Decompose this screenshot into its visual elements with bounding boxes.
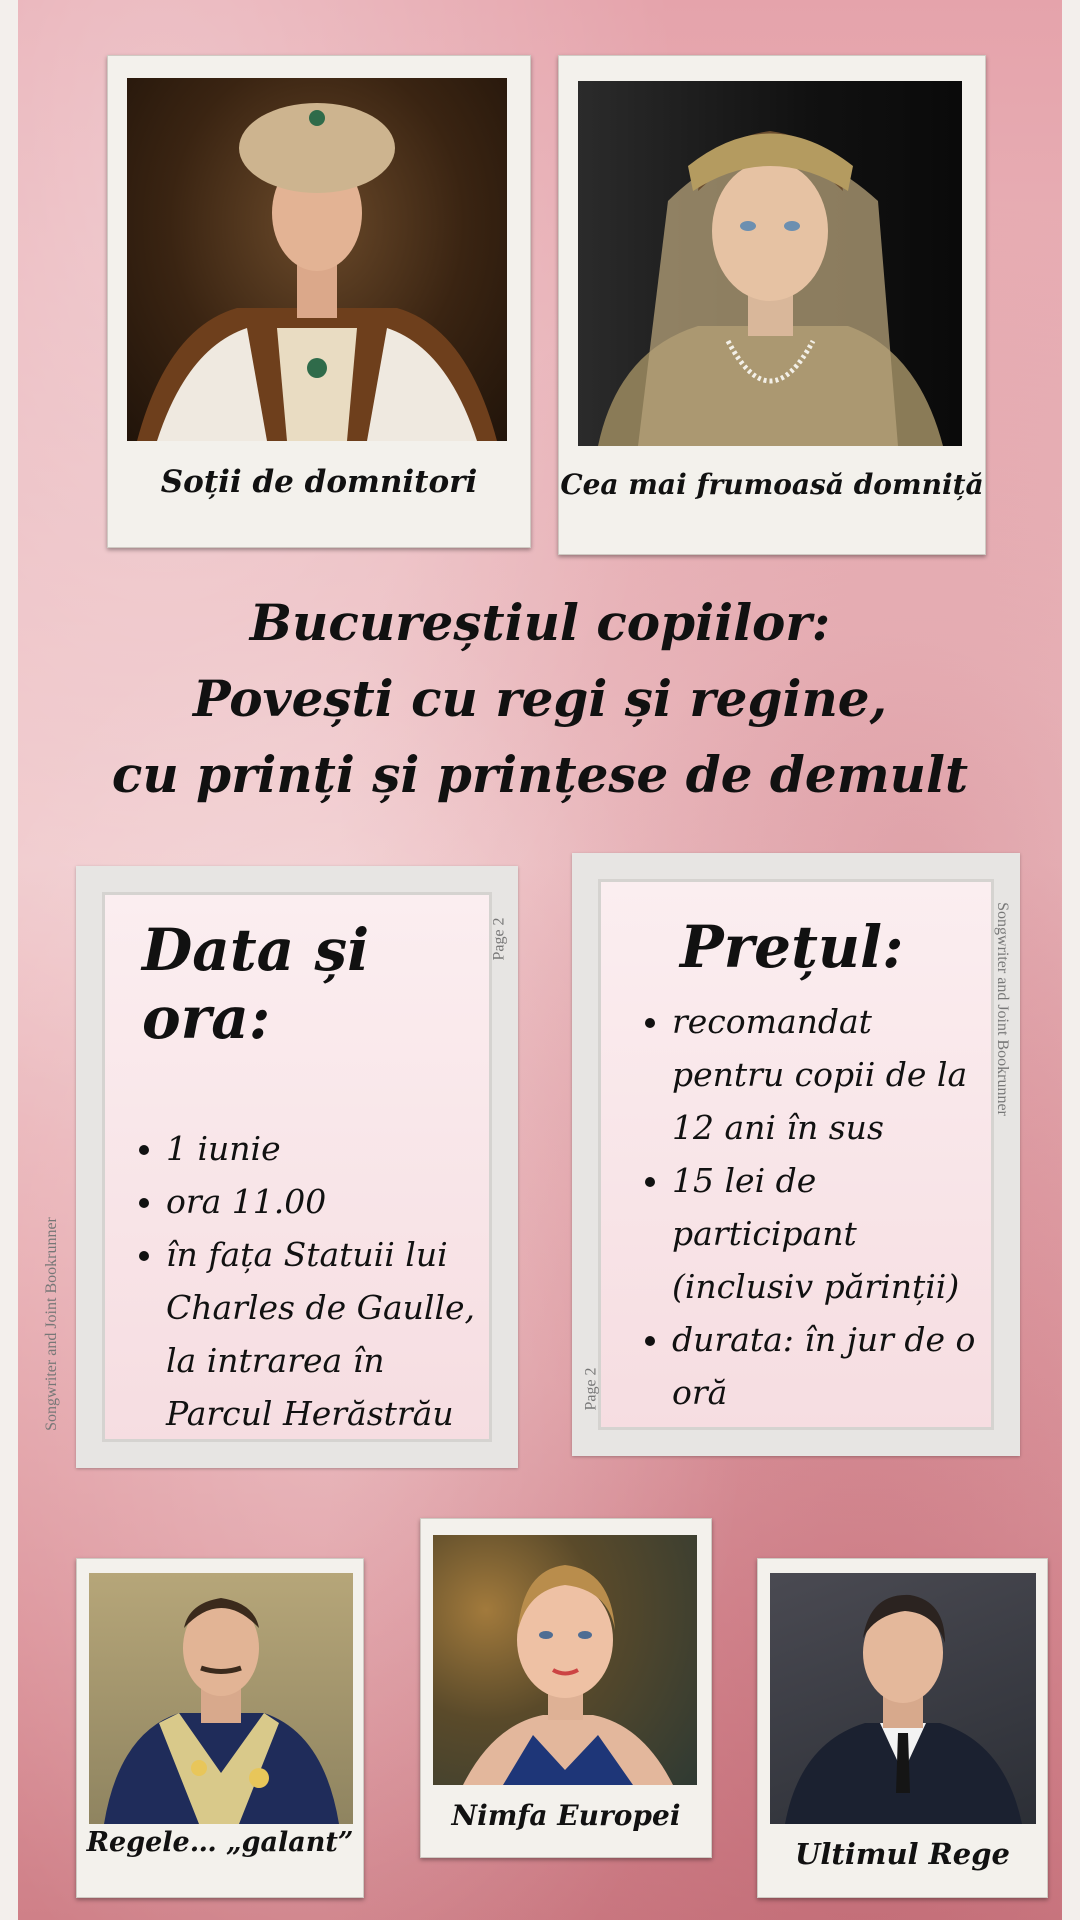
date-item-place: • în fața Statuii lui Charles de Gaulle, la intrarea în Parcul Herăstrău [166,1228,496,1440]
title-line-2: Povești cu regi și regine, [192,669,888,728]
date-item-time: • ora 11.00 [166,1175,496,1228]
polaroid-top-left [107,55,531,548]
date-item-day: • 1 iunie [166,1122,496,1175]
portrait-turban-lady [127,78,507,441]
price-item-cost: • 15 lei de participant (inclusiv părinții) [672,1154,992,1313]
price-list [644,995,992,1419]
caption-bottom-middle: Nimfa Europei [451,1799,681,1832]
caption-bottom-left: Regele… „galant” [86,1827,354,1858]
date-heading: Data și ora: [142,916,370,1052]
page-edge-left [0,0,18,1920]
portrait-nymph-of-europe [433,1535,697,1785]
main-title [0,585,1080,813]
price-box-side-text: Songwriter and Joint Bookrunner [993,902,1011,1116]
price-box [572,853,1020,1456]
title-line-3: cu prinți și prințese de demult [111,745,969,804]
portrait-king-uniform [89,1573,353,1824]
price-box-page-label: Page 2 [582,1367,600,1411]
date-box [76,866,518,1468]
polaroid-top-right [558,55,986,555]
polaroid-bottom-left [76,1558,364,1898]
portrait-young-princess [578,81,962,446]
date-box-side-text: Songwriter and Joint Bookrunner [42,1217,60,1431]
date-list [138,1122,496,1440]
portrait-last-king [770,1573,1036,1824]
price-item-duration: • durata: în jur de o oră [672,1313,992,1419]
caption-top-left: Soții de domnitori [160,464,478,500]
polaroid-bottom-middle [420,1518,712,1858]
page-edge-right [1062,0,1080,1920]
date-box-page-label: Page 2 [490,917,508,961]
caption-bottom-right: Ultimul Rege [795,1837,1010,1871]
price-heading: Prețul: [680,913,904,981]
title-line-1: Bucureștiul copiilor: [249,593,831,652]
caption-top-right: Cea mai frumoasă domniță [560,468,984,501]
price-item-age: • recomandat pentru copii de la 12 ani în sus [672,995,992,1154]
polaroid-bottom-right [757,1558,1048,1898]
